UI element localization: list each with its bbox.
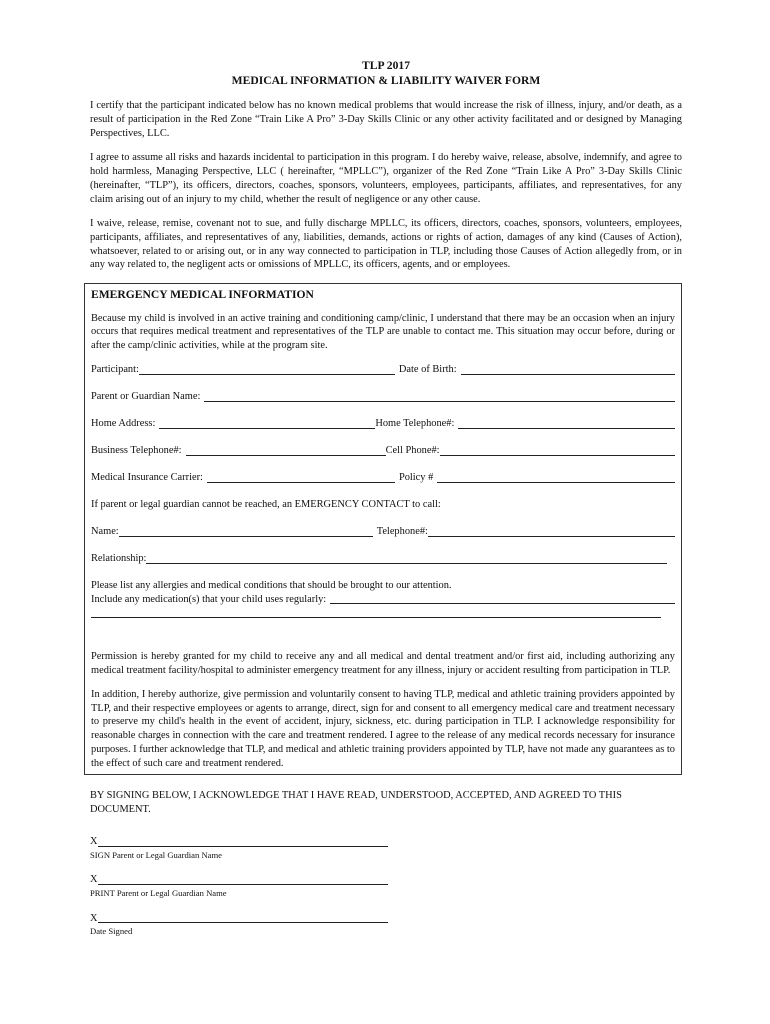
waive-release-paragraph: I waive, release, remise, covenant not to sue, and fully discharge MPLLC, its officers, directors, coaches, sponsors, volunteers, employees, participants, affiliates, and representatives of any, liabilities, demands, actions or rights of action, damages of any kind (Causes of Action), whatsoever, related to or arising out, or in any way connected to participation in TLP, including those Causes of Action allegedly from, or in any way related to, the negligent acts or omissions of MPLLC, its officers, agents, and or employees.	[90, 218, 682, 271]
relationship-row	[91, 552, 675, 566]
date-label: Date Signed	[90, 926, 133, 937]
relationship-label: Relationship:	[91, 552, 147, 564]
date-field[interactable]	[98, 912, 388, 923]
date-block	[90, 911, 682, 937]
contact-telephone-field[interactable]	[428, 526, 675, 537]
medications-row	[91, 592, 675, 606]
medications-field[interactable]	[330, 593, 675, 604]
home-row	[91, 417, 675, 431]
guardian-field[interactable]	[204, 391, 675, 402]
sign-block	[90, 835, 682, 861]
assume-risk-paragraph: I agree to assume all risks and hazards incidental to participation in this program. I do hereby waive, release, absolve, indemnify, and agree to hold harmless, Managing Perspective, LLC ( hereinafter, “MPLLC”), organizer of the Red Zone “Train Like A Pro” 3-Day Skills Clinic (hereinafter, “TLP”), its officers, directors, coaches, sponsors, volunteers, employees, participants, affiliates, and representatives, for any claim arising out of an injury to my child, whether the result of negligence or any other cause.	[90, 152, 682, 205]
certify-paragraph: I certify that the participant indicated below has no known medical problems that would increase the risk of illness, injury, and/or death, as a result of participation in the Red Zone “Train Like A Pro” 3-Day Skills Clinic or any other activity facilitated and or designed by Managing Perspectives, LLC.	[90, 100, 682, 139]
sign-label: SIGN Parent or Legal Guardian Name	[90, 849, 222, 860]
acknowledge-statement: BY SIGNING BELOW, I ACKNOWLEDGE THAT I HAVE READ, UNDERSTOOD, ACCEPTED, AND AGREED TO THIS DOCUMENT.	[90, 790, 622, 816]
relationship-field[interactable]	[146, 553, 667, 564]
contact-note: If parent or legal guardian cannot be reached, an EMERGENCY CONTACT to call:	[91, 498, 441, 510]
insurance-field[interactable]	[207, 472, 395, 483]
print-label: PRINT Parent or Legal Guardian Name	[90, 888, 227, 899]
print-mark: X	[90, 874, 98, 886]
dob-field[interactable]	[461, 364, 675, 375]
home-phone-field[interactable]	[458, 418, 675, 429]
sign-mark: X	[90, 836, 98, 848]
cell-phone-field[interactable]	[440, 445, 675, 456]
emergency-heading: EMERGENCY MEDICAL INFORMATION	[91, 288, 314, 302]
contact-name-field[interactable]	[119, 526, 373, 537]
print-field[interactable]	[98, 874, 388, 885]
emergency-intro: Because my child is involved in an active training and conditioning camp/clinic, I understand that there may be an occasion when an injury occurs that requires medical treatment and representatives of the TLP are unable to contact me. This situation may occur before, during or after the camp/clinic activities, while at the program site.	[91, 312, 675, 351]
participant-row	[91, 363, 675, 377]
guardian-row	[91, 390, 675, 404]
home-phone-label: Home Telephone#:	[375, 417, 455, 429]
date-mark: X	[90, 912, 98, 924]
phone-row	[91, 444, 675, 458]
permission-paragraph: Permission is hereby granted for my child to receive any and all medical and dental treatment and/or first aid, including authorizing any medical treatment facility/hospital to administer emergency treatment for any illness, injury or accident resulting from participation in TLP.	[91, 651, 675, 677]
contact-note-row	[91, 498, 675, 512]
medications-label: Include any medication(s) that your child uses regularly:	[91, 593, 327, 605]
participant-label: Participant:	[91, 363, 139, 375]
form-title: TLP 2017	[362, 59, 410, 72]
form-subtitle: MEDICAL INFORMATION & LIABILITY WAIVER FORM	[231, 74, 541, 88]
policy-label: Policy #	[398, 471, 434, 483]
authorize-paragraph: In addition, I hereby authorize, give permission and voluntarily consent to having TLP, medical and athletic training providers appointed by TLP, and their respective employees or agents to arrange, direct, sign for and consent to all emergency medical care and treatment necessary to preserve my child's health in the event of accident, injury, sickness, etc. during participation in TLP. I acknowledge responsibility for reasonable charges in connection with the care and treatment rendered. I agree to the release of any medical records necessary for insurance purposes. I further acknowledge that TLP, and medical and athletic training providers appointed by TLP, have not made any guarantees as to the effect of such care and treatment rendered.	[91, 688, 675, 769]
cell-phone-label: Cell Phone#:	[385, 444, 440, 456]
medications-extra-field[interactable]	[91, 607, 661, 618]
medications-extra-row	[91, 606, 675, 620]
guardian-label: Parent or Guardian Name:	[91, 390, 201, 402]
waiver-form	[90, 58, 682, 950]
dob-label: Date of Birth:	[398, 363, 457, 375]
home-address-label: Home Address:	[91, 417, 156, 429]
print-block	[90, 873, 682, 899]
sign-field[interactable]	[98, 836, 388, 847]
contact-name-label: Name:	[91, 525, 119, 537]
insurance-row	[91, 471, 675, 485]
contact-telephone-label: Telephone#:	[376, 525, 428, 537]
allergies-note: Please list any allergies and medical conditions that should be brought to our attention.	[91, 579, 452, 591]
policy-field[interactable]	[437, 472, 675, 483]
business-phone-label: Business Telephone#:	[91, 444, 182, 456]
home-address-field[interactable]	[159, 418, 375, 429]
participant-field[interactable]	[139, 364, 395, 375]
insurance-label: Medical Insurance Carrier:	[91, 471, 203, 483]
business-phone-field[interactable]	[186, 445, 386, 456]
emergency-medical-section	[84, 283, 682, 775]
contact-row	[91, 525, 675, 539]
